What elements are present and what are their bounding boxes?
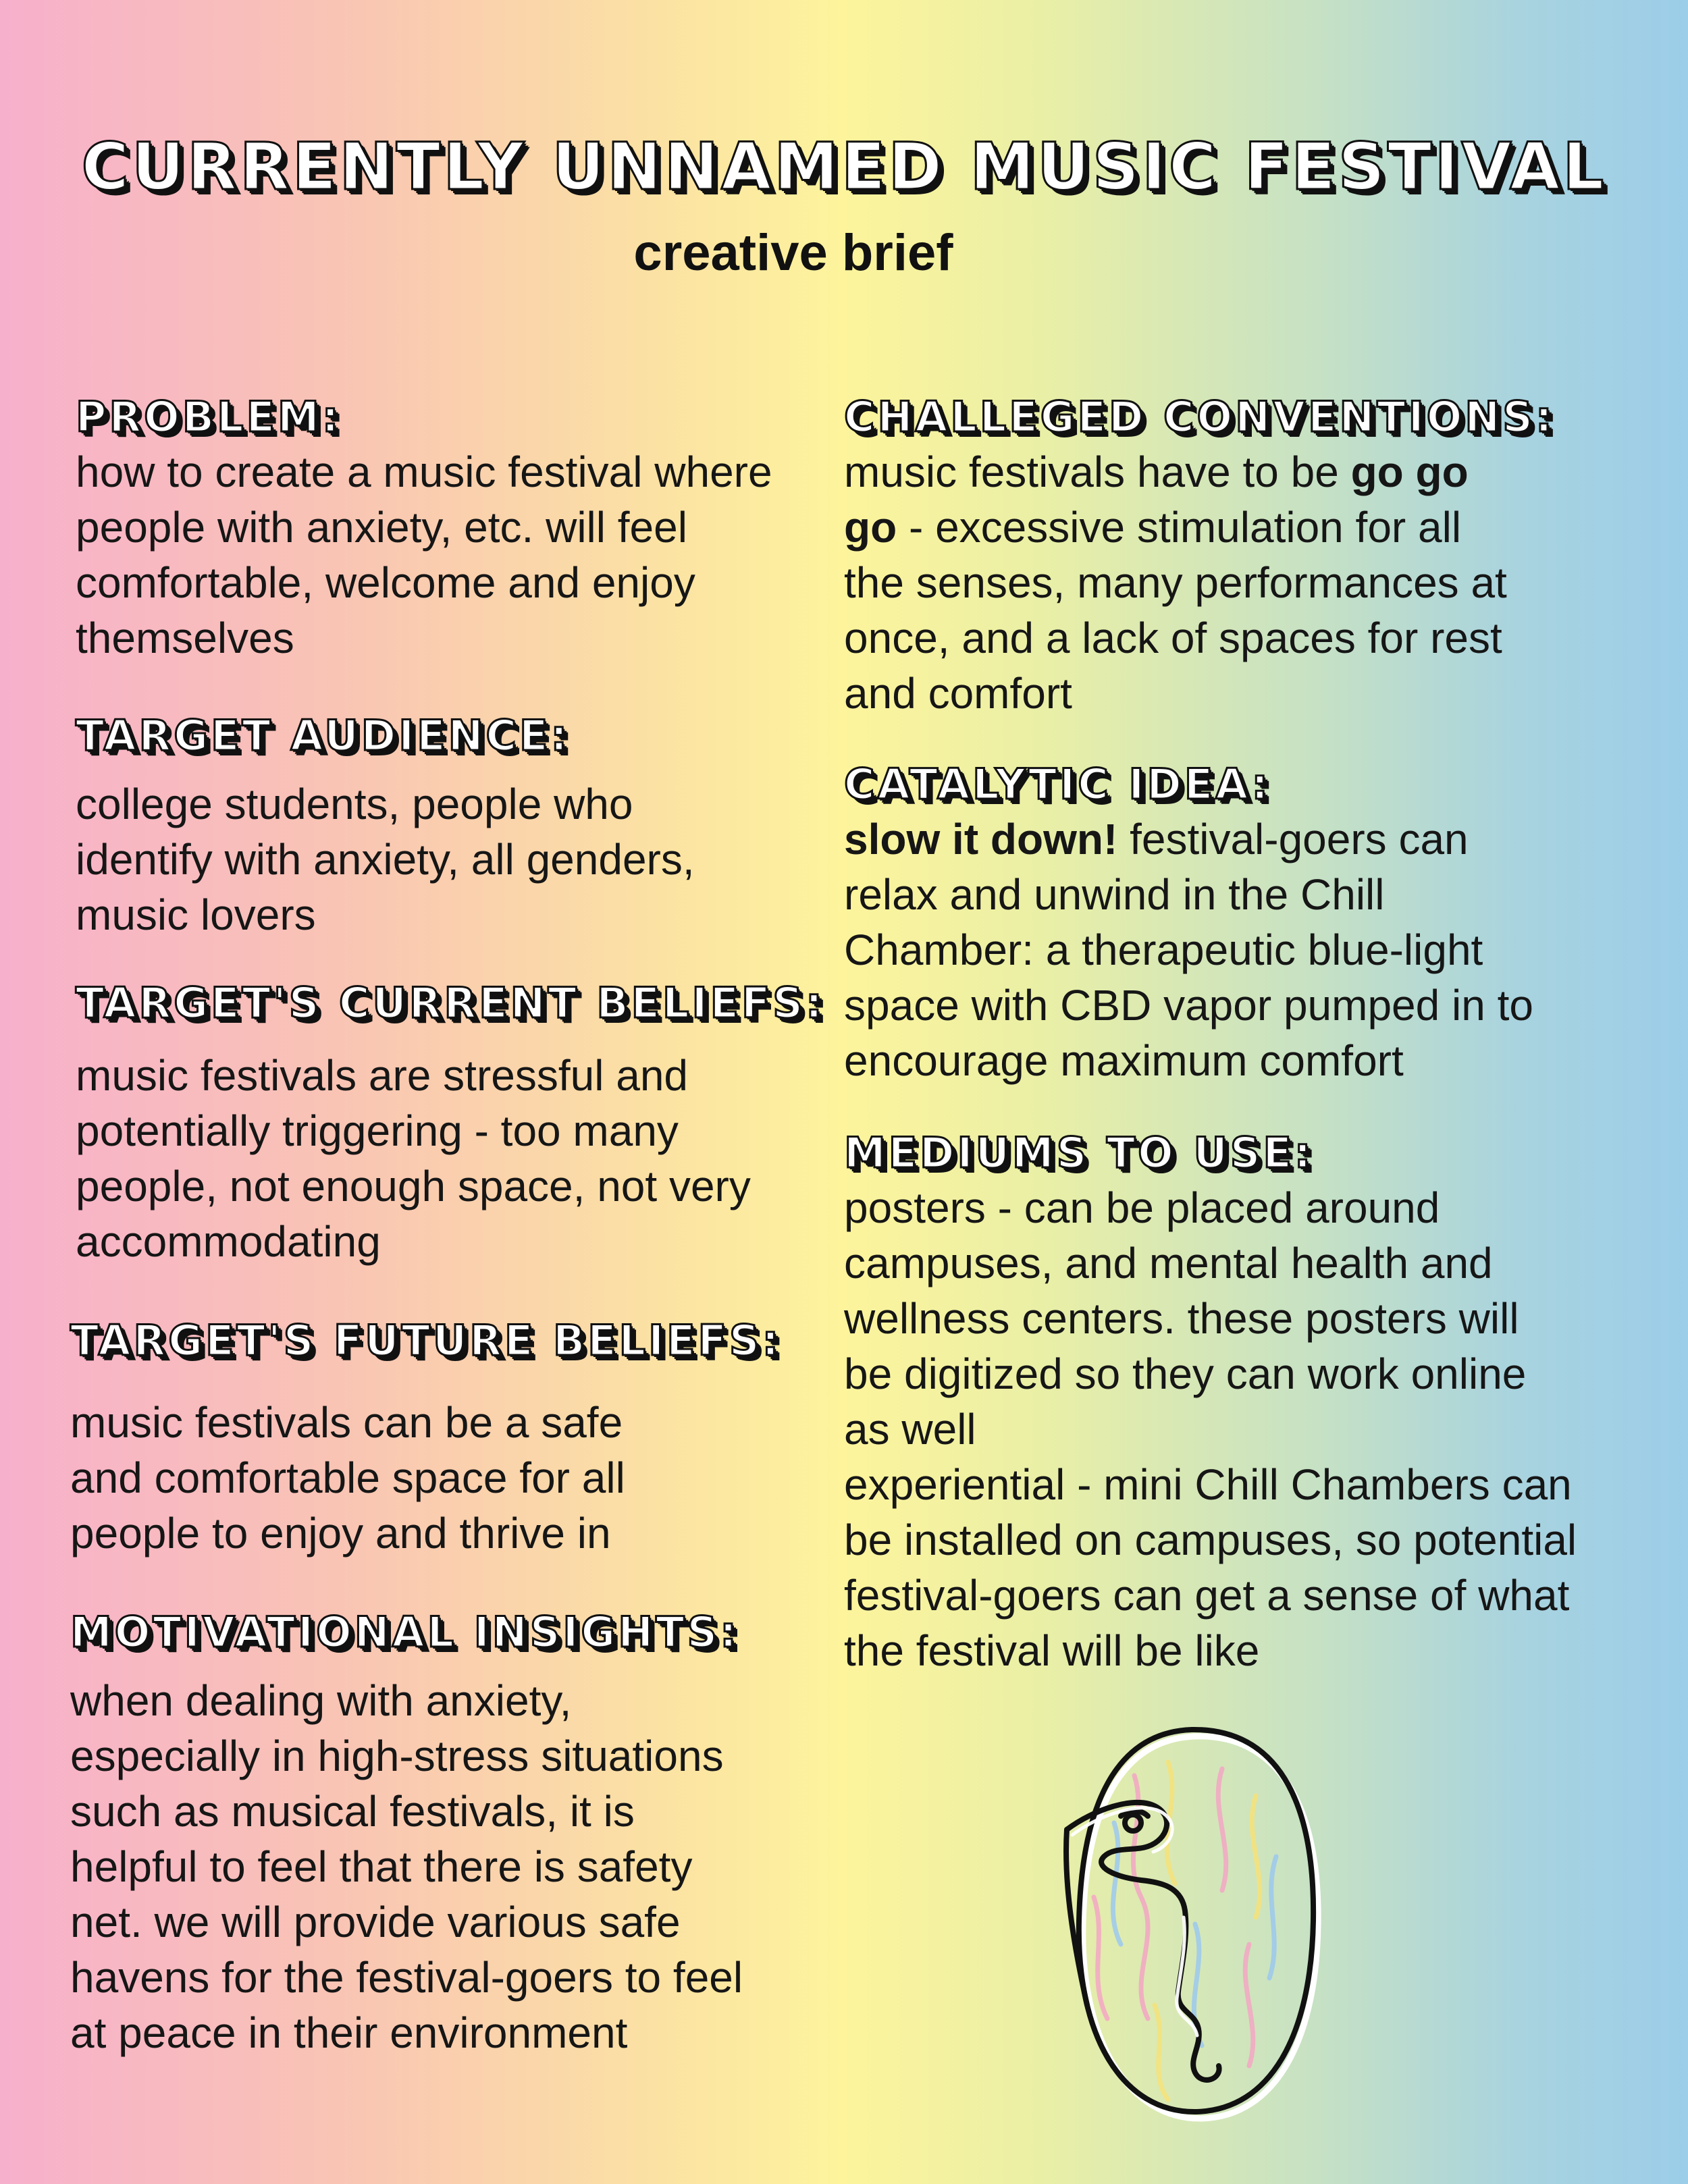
section-heading: TARGET'S FUTURE BELIEFS: — [70, 1316, 782, 1365]
section-body: music festivals can be a safe and comfortable space for all people to enjoy and thrive in — [70, 1398, 625, 1557]
section-heading: MEDIUMS TO USE: — [844, 1128, 1314, 1177]
section-body — [844, 444, 1519, 721]
section-heading: CATALYTIC IDEA: — [844, 760, 1271, 809]
body-emphasis: go go go — [844, 448, 1469, 552]
body-rest: festival-goers can relax and unwind in the Chill Chamber: a therapeutic blue-light space with CBD vapor pumped in to encourage maximum comfort — [844, 815, 1533, 1085]
section-problem — [76, 390, 778, 666]
section-body: college students, people who identify with anxiety, all genders, music lovers — [76, 780, 695, 939]
line-art-face-icon — [1053, 1722, 1323, 2127]
section-heading: CHALLEGED CONVENTIONS: — [844, 392, 1555, 442]
section-body: music festivals are stressful and potentially triggering - too many people, not enough space, not very accommodating — [76, 1051, 751, 1266]
section-current-beliefs — [76, 976, 825, 1269]
section-catalytic-idea — [844, 757, 1587, 1088]
section-mediums — [844, 1126, 1600, 1678]
body-rest: - excessive stimulation for all the senses, many performances at once, and a lack of spaces for rest and comfort — [844, 503, 1507, 718]
body-intro: music festivals have to be — [844, 448, 1339, 496]
section-body: when dealing with anxiety, especially in high-stress situations such as musical festivals, it is helpful to feel that there is safety net. we will provide various safe havens for the festival-goers to feel at peace in their environment — [70, 1676, 743, 2057]
section-heading: TARGET AUDIENCE: — [76, 711, 571, 760]
section-heading: TARGET'S CURRENT BELIEFS: — [76, 978, 825, 1028]
section-challenged-conventions — [844, 390, 1587, 721]
section-body-posters: posters - can be placed around campuses, and mental health and wellness centers. these posters will be digitized so they can work online as well — [844, 1183, 1527, 1454]
section-future-beliefs — [70, 1314, 782, 1561]
section-target-audience — [76, 709, 751, 942]
section-heading: MOTIVATIONAL INSIGHTS: — [70, 1607, 739, 1657]
section-body: how to create a music festival where people with anxiety, etc. will feel comfortable, welcome and enjoy themselves — [76, 448, 772, 662]
section-heading: PROBLEM: — [76, 392, 342, 442]
section-body — [844, 811, 1553, 1088]
page-title: CURRENTLY UNNAMED MUSIC FESTIVAL — [81, 129, 1607, 205]
section-motivational-insights — [70, 1605, 799, 2060]
page-subtitle: creative brief — [633, 224, 953, 282]
section-body-experiential: experiential - mini Chill Chambers can be installed on campuses, so potential festival-goers can get a sense of what the festival will be like — [844, 1460, 1577, 1675]
body-emphasis: slow it down! — [844, 815, 1118, 863]
